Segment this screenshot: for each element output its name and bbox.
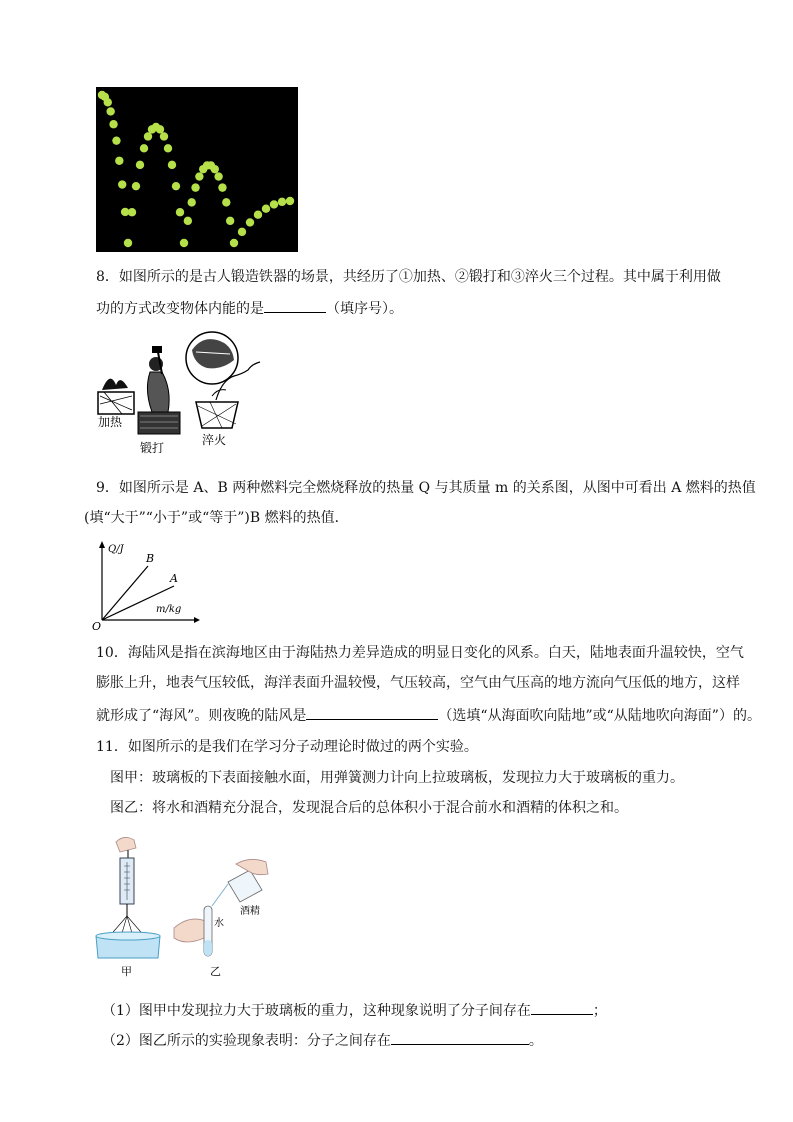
ball-dot [128, 208, 136, 216]
q11-line3: 图乙：将水和酒精充分混合，发现混合后的总体积小于混合前水和酒精的体积之和。 [110, 800, 628, 816]
ball-dot [160, 132, 168, 140]
ball-dot [286, 197, 294, 205]
ball-dot [136, 161, 144, 169]
ball-dot [132, 182, 140, 190]
experiment-illustration [90, 832, 280, 982]
q11-line1: 11．如图所示的是我们在学习分子动理论时做过的两个实验。 [96, 739, 478, 755]
ball-dot [104, 98, 112, 106]
ball-dot [262, 205, 270, 213]
x-axis-label: m/kg [156, 604, 182, 615]
ball-dot [226, 217, 234, 225]
q-m-graph [90, 540, 200, 630]
y-axis-label: Q/J [108, 544, 124, 555]
forging-illustration [92, 330, 272, 455]
q11-sub1-blank[interactable] [531, 1000, 593, 1015]
label-a: A [170, 572, 178, 585]
ball-dot [180, 239, 188, 247]
ball-dot [238, 228, 246, 236]
ball-dot [195, 172, 203, 180]
ball-dot [144, 132, 152, 140]
ball-dot [118, 180, 126, 188]
q10-answer-blank[interactable] [306, 705, 438, 720]
ball-dot [164, 144, 172, 152]
ball-dot [176, 208, 184, 216]
q8-line1: 8．如图所示的是古人锻造铁器的场景，共经历了①加热、②锻打和③淬火三个过程。其中属于利用做 [96, 269, 721, 285]
label-yi: 乙 [210, 965, 221, 978]
q11-line2: 图甲：玻璃板的下表面接触水面，用弹簧测力计向上拉玻璃板，发现拉力大于玻璃板的重力。 [110, 770, 684, 786]
ball-dot [254, 211, 262, 219]
q11-sub2-blank[interactable] [391, 1030, 529, 1045]
ball-dot [172, 182, 180, 190]
q10-line1: 10．海陆风是指在滨海地区由于海陆热力差异造成的明显日变化的风系。白天，陆地表面升温较快，空气 [96, 645, 744, 661]
ball-dot [140, 144, 148, 152]
ball-dot [246, 218, 254, 226]
q8-answer-blank[interactable] [264, 298, 326, 313]
ball-dot [109, 120, 117, 128]
line-b [102, 566, 148, 620]
label-water: 水 [214, 918, 224, 929]
ball-dot [168, 161, 176, 169]
label-heat: 加热 [98, 415, 123, 429]
label-quench: 淬火 [202, 433, 227, 447]
label-forge: 锻打 [140, 441, 165, 455]
ball-dot [156, 125, 164, 133]
q10-line2: 膨胀上升，地表气压较低，海洋表面升温较慢，气压较高，空气由气压高的地方流向气压低的地方，这样 [96, 675, 740, 691]
ball-trajectory-figure [96, 87, 298, 252]
q11-sub1: （1）图甲中发现拉力大于玻璃板的重力，这种现象说明了分子间存在 ； [102, 1000, 607, 1020]
ball-dot [184, 217, 192, 225]
ball-dot [222, 198, 230, 206]
q9-line1: 9．如图所示是 A、B 两种燃料完全燃烧释放的热量 Q 与其质量 m 的关系图，从图中可看出 A 燃料的热值 [96, 480, 756, 496]
ball-dot [112, 136, 120, 144]
q8-line2: 功的方式改变物体内能的是 （填序号）。 [96, 298, 403, 318]
ball-dot [214, 172, 222, 180]
bouncing-ball-photo [96, 87, 298, 252]
label-b: B [146, 552, 155, 565]
ball-dot [278, 198, 286, 206]
q10-line3: 就形成了“海风”。则夜晚的陆风是 （选填“从海面吹向陆地”或“从陆地吹向海面”）的。 [96, 705, 761, 725]
ball-dot [230, 239, 238, 247]
ball-dot [187, 198, 195, 206]
label-jia: 甲 [121, 965, 132, 978]
q9-line2: (填“大于”“小于”或“等于”)B 燃料的热值． [84, 510, 349, 526]
label-alcohol: 酒精 [240, 906, 260, 917]
ball-dot [191, 183, 199, 191]
ball-dot [211, 165, 219, 173]
ball-dot [124, 239, 132, 247]
q11-sub2: （2）图乙所示的实验现象表明：分子之间存在 。 [102, 1030, 543, 1050]
ball-dot [270, 200, 278, 208]
ball-dot [106, 107, 114, 115]
ball-dot [218, 183, 226, 191]
ball-dot [115, 157, 123, 165]
origin-label: O [92, 620, 102, 630]
